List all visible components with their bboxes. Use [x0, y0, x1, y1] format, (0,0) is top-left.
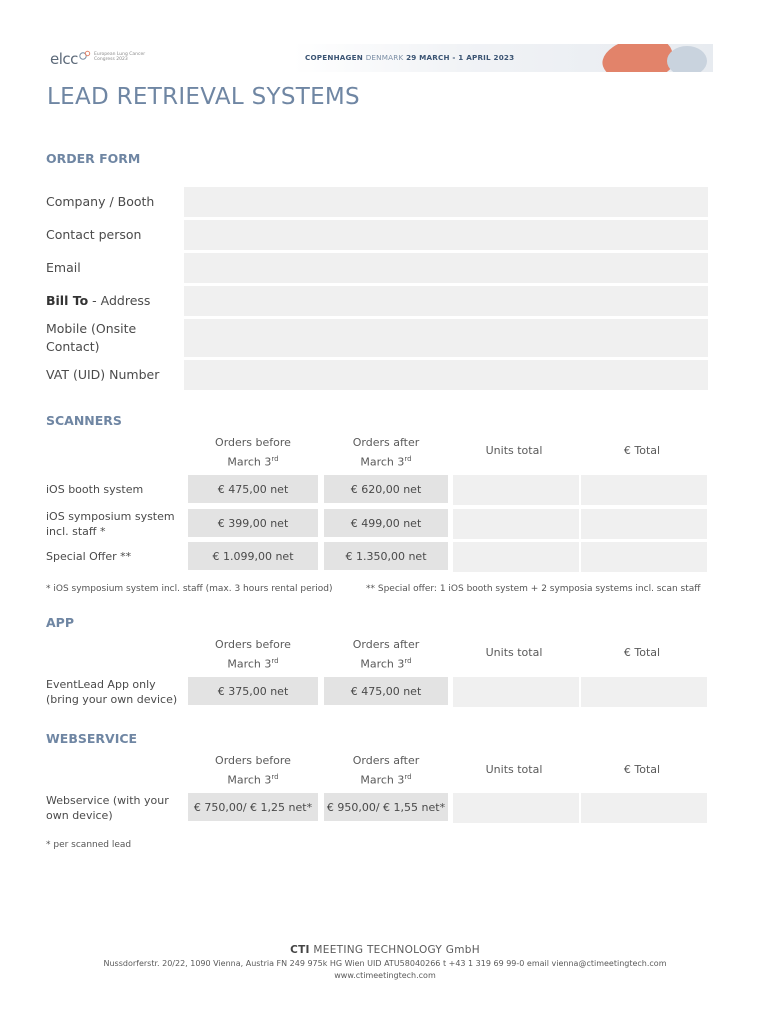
- banner-dates: 29 MARCH - 1 APRIL 2023: [406, 53, 515, 62]
- logo-text: elcc: [50, 50, 78, 68]
- webservice-col-after: [324, 752, 448, 789]
- form-row-mobile: [46, 319, 706, 355]
- banner-city: COPENHAGEN: [305, 53, 363, 62]
- bill-to-address-input[interactable]: [184, 286, 708, 316]
- scanner-row-label: Special Offer **: [46, 550, 132, 563]
- col-before-label: Orders before: [215, 436, 291, 449]
- event-banner: [293, 44, 713, 72]
- form-row-company: [46, 187, 706, 215]
- price-before: € 399,00 net: [188, 509, 318, 537]
- scanner-row-label: iOS symposium system incl. staff *: [46, 510, 175, 538]
- scanners-heading: SCANNERS: [46, 413, 122, 428]
- price-before: € 475,00 net: [188, 475, 318, 503]
- price-after: € 499,00 net: [324, 509, 448, 537]
- price-before: € 375,00 net: [188, 677, 318, 705]
- col-before-date: March 3rd: [227, 657, 279, 671]
- col-after-label: Orders after: [352, 638, 420, 651]
- col-after-date: March 3rd: [360, 455, 412, 469]
- price-before: € 1.099,00 net: [188, 542, 318, 570]
- vat-input[interactable]: [184, 360, 708, 390]
- footer-company-bold: CTI: [290, 944, 310, 956]
- footer-company: [0, 944, 770, 956]
- app-col-before: [188, 636, 318, 673]
- bill-to-label-bold: Bill To: [46, 293, 89, 308]
- mobile-label: Mobile (Onsite Contact): [46, 321, 137, 354]
- price-before: € 750,00/ € 1,25 net*: [188, 793, 318, 821]
- logo-bubbles-icon: [79, 50, 91, 62]
- company-booth-input[interactable]: [184, 187, 708, 217]
- col-before-label: Orders before: [215, 754, 291, 767]
- webservice-col-total: € Total: [623, 763, 661, 776]
- webservice-col-units: Units total: [485, 763, 543, 776]
- units-total-input[interactable]: [453, 677, 579, 707]
- col-after-label: Orders after: [352, 436, 420, 449]
- form-row-contact: [46, 220, 706, 248]
- price-after: € 620,00 net: [324, 475, 448, 503]
- scanners-note-2: ** Special offer: 1 iOS booth system + 2 symposia systems incl. scan staff: [366, 584, 701, 594]
- form-row-vat: [46, 360, 706, 388]
- euro-total-input[interactable]: [581, 542, 707, 572]
- form-row-email: [46, 253, 706, 281]
- app-heading: APP: [46, 615, 74, 630]
- units-total-input[interactable]: [453, 542, 579, 572]
- app-col-after: [324, 636, 448, 673]
- scanners-col-before: [188, 434, 318, 471]
- col-before-date: March 3rd: [227, 455, 279, 469]
- webservice-row-label: Webservice (with your own device): [46, 794, 169, 822]
- app-row-label: EventLead App only (bring your own device): [46, 678, 178, 706]
- bill-to-label: [46, 292, 150, 310]
- footer-website[interactable]: www.ctimeetingtech.com: [334, 971, 436, 980]
- company-label: Company / Booth: [46, 194, 155, 209]
- scanner-row-label: iOS booth system: [46, 483, 144, 496]
- col-after-label: Orders after: [352, 754, 420, 767]
- order-form-heading: ORDER FORM: [46, 151, 141, 166]
- email-input[interactable]: [184, 253, 708, 283]
- euro-total-input[interactable]: [581, 509, 707, 539]
- price-after: € 1.350,00 net: [324, 542, 448, 570]
- euro-total-input[interactable]: [581, 475, 707, 505]
- units-total-input[interactable]: [453, 793, 579, 823]
- col-after-date: March 3rd: [360, 773, 412, 787]
- contact-person-input[interactable]: [184, 220, 708, 250]
- scanners-col-after: [324, 434, 448, 471]
- banner-text: [305, 53, 514, 62]
- units-total-input[interactable]: [453, 475, 579, 505]
- banner-decoration-2: [667, 46, 707, 72]
- mobile-input[interactable]: [184, 319, 708, 357]
- euro-total-input[interactable]: [581, 677, 707, 707]
- logo-subtitle: European Lung Cancer Congress 2023: [94, 52, 146, 62]
- app-col-units: Units total: [485, 646, 543, 659]
- webservice-note: * per scanned lead: [46, 840, 132, 850]
- scanners-col-total: € Total: [623, 444, 661, 457]
- footer-company-rest: MEETING TECHNOLOGY GmbH: [309, 944, 480, 956]
- email-label: Email: [46, 260, 81, 275]
- bill-to-label-rest: - Address: [88, 293, 151, 308]
- col-before-date: March 3rd: [227, 773, 279, 787]
- col-after-date: March 3rd: [360, 657, 412, 671]
- contact-label: Contact person: [46, 227, 142, 242]
- col-before-label: Orders before: [215, 638, 291, 651]
- price-after: € 475,00 net: [324, 677, 448, 705]
- footer-address: Nussdorferstr. 20/22, 1090 Vienna, Austria FN 249 975k HG Wien UID ATU58040266 t +43 1 319 69 99-0 email vienna@ctimeetingtech.com: [103, 959, 667, 968]
- banner-country: DENMARK: [365, 53, 404, 62]
- euro-total-input[interactable]: [581, 793, 707, 823]
- units-total-input[interactable]: [453, 509, 579, 539]
- app-col-total: € Total: [623, 646, 661, 659]
- congress-logo: [50, 48, 160, 76]
- webservice-col-before: [188, 752, 318, 789]
- webservice-heading: WEBSERVICE: [46, 731, 138, 746]
- scanners-note-1: * iOS symposium system incl. staff (max. 3 hours rental period): [46, 584, 333, 594]
- vat-label: VAT (UID) Number: [46, 367, 160, 382]
- form-row-bill-to: [46, 286, 706, 314]
- price-after: € 950,00/ € 1,55 net*: [324, 793, 448, 821]
- scanners-col-units: Units total: [485, 444, 543, 457]
- page-title: LEAD RETRIEVAL SYSTEMS: [47, 84, 360, 110]
